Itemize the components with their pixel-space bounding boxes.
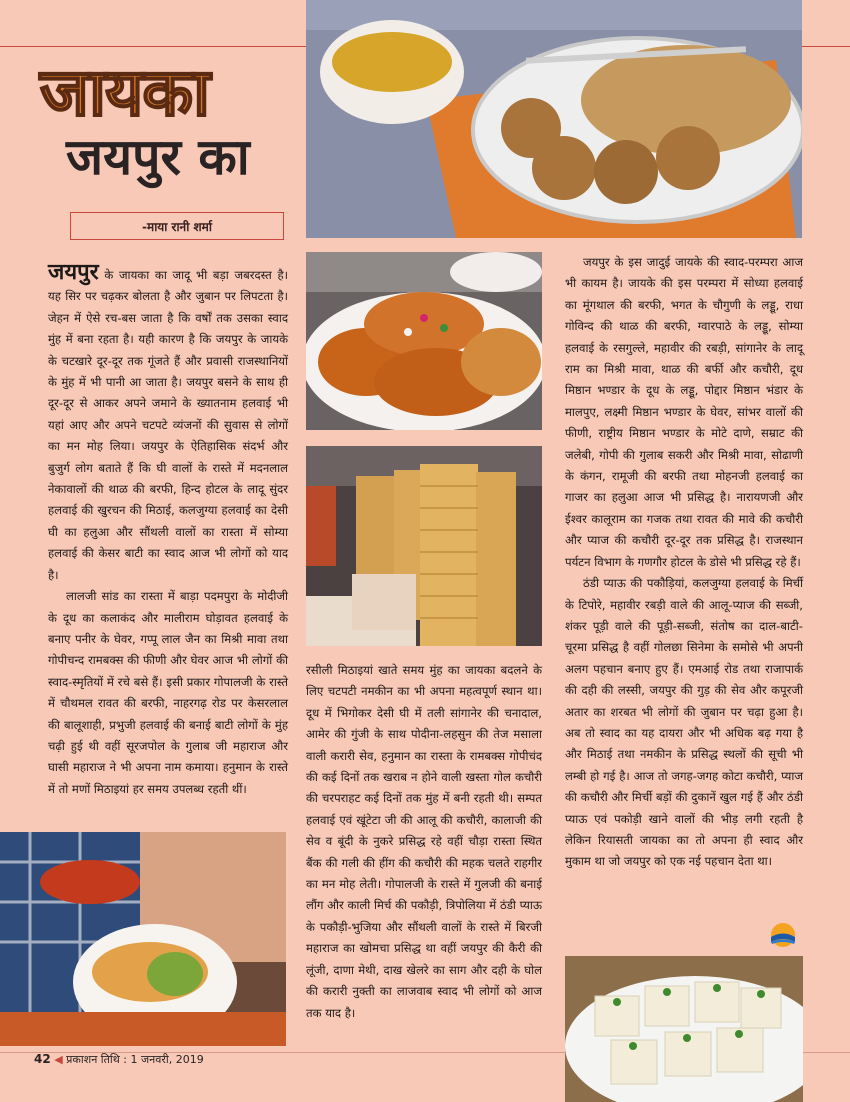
column2-paragraph1: रसीली मिठाइयां खाते समय मुंह का जायका बदलने के लिए चटपटी नमकीन का भी अपना महत्वपूर्ण स्थान था। दूध में भिगोकर देसी घी में तली सांगानेर की चनादाल, आमेर की गुंजी के साथ पोदीना-लहसुन की तेज मसाला वाली करारी सेव, हनुमान का रास्ता के रामबक्स गोपीचंद की कई दिनों तक खराब न होने वाली खस्ता गोल कचौरी की चरपराहट कई दिनों तक मुंह में बनी रहती थी। सम्पत हलवाई एवं खूंटेटा जी की आलू की कचौरी, कालाजी की सेव व बूंदी के नुकरे प्रसिद्ध रहे वहीं चौड़ा रास्ता स्थित बैंक की गली की हींग की कचौरी की महक चलते राहगीर का मन मोह लेती। गोपालजी के रास्ते में गुलजी की बनाई लौंग और काली मिर्च की पकौड़ी, त्रिपोलिया में ठंडी प्याऊ के पकौड़ी-भुजिया और सौंथली वालों के रास्ते में बिरजी महाराज का खोमचा प्रसिद्ध था वहीं जयपुर की कैरी की लूंजी, दाणा मेथी, दाख खेलरे का साग और दही के घोल की करारी नुक्ती का लाजवाब स्वाद भी लोगों को आज तक याद है। — [306, 663, 542, 1020]
column3-paragraph1: जयपुर के इस जादुई जायके की स्वाद-परम्परा आज भी कायम है। जायके की इस परम्परा में सोध्या हलवाई का मूंगथाल की बरफी, भगत के चौगुणी के लड्डू, राधा गोविन्द की थाळ की बरफी, ग्वारपाठे के लड्डू, सोम्या हलवाई के रसगुल्ले, महावीर की रबड़ी, सांगानेर के लादू राम का मिश्री मावा, थाळ की बर्फी और कचौरी, दूध मिष्ठान भण्डार के दूध के लड्डू, पोद्दार मिष्ठान भंडार के मालपुए, लक्ष्मी मिष्ठान भण्डार के घेवर, सांभर वालों की फीणी, राष्ट्रीय मिष्ठान भण्डार के मोटे दाणे, सम्राट की जलेबी, गोपी की गुलाब सकरी और मिश्री मावा, सोढाणी के कंगन, रामूजी की बरफी तथा मोहनजी हलवाई का गाजर का हलुआ आज भी प्रसिद्ध है। नारायणजी और ईश्वर कालूराम का गजक तथा रावत की मावे की कचौरी और प्याज की कचौरी दूर-दूर तक प्रसिद्ध है। राजस्थान पर्यटन विभाग के गणगौर होटल के डोसे भी प्रसिद्ध रहे हैं। — [565, 255, 803, 569]
coconut-barfi-photo — [565, 956, 803, 1102]
column1-paragraph1: के जायका का जादू भी बड़ा जबरदस्त है। यह सिर पर चढ़कर बोलता है और जुबान पर लिपटता है। जेहन में ऐसे रच-बस जाता है कि वर्षों तक उसका स्वाद मुंह में बना रहता है। यही कारण है कि जयपुर के जायके के चटखारे दूर-दूर तक गूंजते हैं और प्रवासी राजस्थानियों के मुंह में भी पानी आ जाता है। जयपुर बसने के साथ ही दूर-दूर से आकर अपने जमाने के ख्यातनाम हलवाई भी यहां आए और अपने चटपटे व्यंजनों की सुवास से लोगों का मन मोह लिया। जयपुर के ऐतिहासिक संदर्भ और बुजुर्ग लोग बताते हैं कि घी वालों के रास्ते में मदनलाल नेकावालों की थाळ की बरफी, हिन्द होटल के लादू सुंदर हलवाई की खुरचन की मिठाई, कलजुग्या हलवाई का देसी घी का हलुआ और सौंथली वालों का रास्ता में सोम्या हलवाई की केसर बाटी का स्वाद आज भी लोगों को याद है। — [48, 268, 288, 582]
lead-word: जयपुर — [48, 260, 99, 285]
footer-arrow-icon: ◀ — [54, 1053, 63, 1066]
author-box: -माया रानी शर्मा — [70, 212, 284, 240]
publication-date: प्रकाशन तिथि : 1 जनवरी, 2019 — [66, 1053, 204, 1066]
column3-paragraph2: ठंडी प्याऊ की पकौड़ियां, कलजुग्या हलवाई के मिर्ची के टिपोरे, महावीर रबड़ी वाले की आलू-प्याज की सब्जी, शंकर पूड़ी वाले की पूड़ी-सब्जी, संतोष का दाल-बाटी-चूरमा प्रसिद्ध है वहीं गोलछा सिनेमा के समोसे भी अपनी अलग पहचान बनाए हुए हैं। एमआई रोड तथा राजापार्क की दही की लस्सी, जयपुर की गुड़ की सेव और कपूरजी अतार का शरबत भी लोगों की जुबान पर चढ़ा हुआ है। अब तो स्वाद का यह दायरा और भी अधिक बढ़ गया है और मिठाई तथा नमकीन के प्रसिद्ध स्थलों की सूची भी लम्बी हो गई है। आज तो जगह-जगह कोटा कचौरी, प्याज की कचौरी और मिर्ची बड़ों की दुकानें खुल गई हैं और ठंडी प्याऊ एवं पकोड़ी खाने वालों की भीड़ लगी रहती है लेकिन रियासती जायका का तो अपना ही स्वाद और मुकाम था जो जयपुर को एक नई पहचान देता था। — [565, 576, 803, 869]
page-footer — [34, 1052, 204, 1067]
malpua-photo — [306, 252, 542, 430]
top-rule-right — [802, 46, 850, 47]
publication-logo-icon — [770, 922, 796, 948]
feeni-stack-photo — [306, 446, 542, 646]
page-number: 42 — [34, 1052, 51, 1066]
dal-bati-churma-photo — [306, 0, 802, 238]
top-rule-left — [0, 46, 306, 47]
page-subtitle: जयपुर का — [66, 128, 250, 186]
article-column-1 — [48, 262, 288, 800]
article-column-3 — [565, 252, 803, 873]
column1-paragraph2: लालजी सांड का रास्ता में बाड़ा पदमपुरा के मोदीजी के दूध का कलाकंद और मालीराम घोड़ावत हलवाई के बनाए पनीर के घेवर, गप्पू लाल जैन का मिश्री मावा तथा गोपीचन्द रामबक्स की फीणी और घेवर आज भी लोगों की स्वाद-स्मृतियों में रचे बसे हैं। इसी प्रकार गोपालजी के रास्ते में चौथमल रावत की बरफी, नाहरगढ़ रोड पर केसरलाल की बालूशाही, प्रभुजी हलवाई की बनाई बाटी लोगों के मुंह चढ़ी हुई थी वहीं सूरजपोल के गुलाब जी महाराज और घासी महाराज ने भी अपना नाम कमाया। हनुमान के रास्ते में तो मणों मिठाइयां हर समय उपलब्ध रहती थीं। — [48, 589, 288, 796]
kachori-bowl-photo — [0, 832, 286, 1046]
article-column-2 — [306, 660, 542, 1024]
page-title: जायका — [40, 54, 210, 131]
